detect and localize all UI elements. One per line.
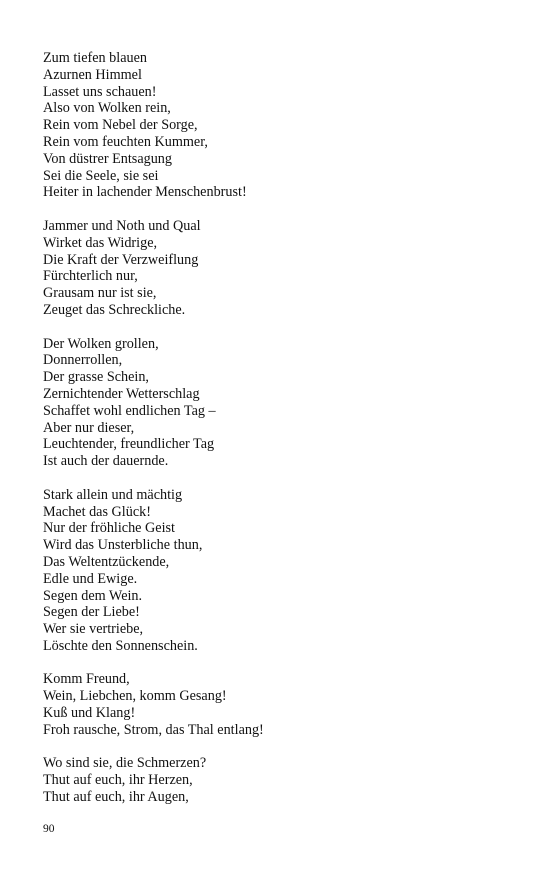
- poem-line: Kuß und Klang!: [43, 705, 136, 722]
- poem-line: Rein vom Nebel der Sorge,: [43, 117, 198, 134]
- poem-line: Also von Wolken rein,: [43, 100, 171, 117]
- poem-line: Der grasse Schein,: [43, 369, 149, 386]
- poem-line: Froh rausche, Strom, das Thal entlang!: [43, 721, 264, 738]
- poem-line: Wo sind sie, die Schmerzen?: [43, 755, 207, 772]
- poem-line: Der Wolken grollen,: [43, 335, 159, 352]
- poem-line: Donnerrollen,: [43, 352, 123, 369]
- poem-line: Lasset uns schauen!: [43, 83, 157, 100]
- poem-line: Wein, Liebchen, komm Gesang!: [43, 688, 227, 705]
- poem-line: Thut auf euch, ihr Herzen,: [43, 772, 193, 789]
- stanza-6: [43, 755, 513, 805]
- poem-line: Edle und Ewige.: [43, 570, 138, 587]
- poem-line: Sei die Seele, sie sei: [43, 167, 159, 184]
- poem-line: Fürchterlich nur,: [43, 268, 138, 285]
- poem-line: Rein vom feuchten Kummer,: [43, 133, 208, 150]
- poem-line: Grausam nur ist sie,: [43, 285, 157, 302]
- poem-line: Heiter in lachender Menschenbrust!: [43, 184, 247, 201]
- poem-line: Zum tiefen blauen: [43, 50, 148, 66]
- poem-line: Die Kraft der Verzweiflung: [43, 251, 199, 268]
- stanza-3: [43, 336, 513, 470]
- page-number: 90: [43, 823, 55, 835]
- poem-line: Segen dem Wein.: [43, 587, 143, 604]
- poem-line: Wird das Unsterbliche thun,: [43, 537, 203, 554]
- poem-line: Machet das Glück!: [43, 503, 151, 520]
- poem-line: Schaffet wohl endlichen Tag –: [43, 402, 216, 419]
- poem-line: Aber nur dieser,: [43, 419, 135, 436]
- poem-line: Segen der Liebe!: [43, 604, 140, 621]
- stanza-4: [43, 487, 513, 655]
- poem-line: Leuchtender, freundlicher Tag: [43, 436, 215, 453]
- poem-line: Jammer und Noth und Qual: [43, 217, 201, 234]
- poem-line: Das Weltentzückende,: [43, 553, 170, 570]
- poem-line: Wirket das Widrige,: [43, 234, 158, 251]
- stanza-2: [43, 218, 513, 319]
- poem-line: Zernichtender Wetterschlag: [43, 385, 200, 402]
- poem-line: Nur der fröhliche Geist: [43, 520, 175, 537]
- poem-line: Stark allein und mächtig: [43, 486, 183, 503]
- poem-line: Thut auf euch, ihr Augen,: [43, 789, 189, 806]
- poem-line: Von düstrer Entsagung: [43, 150, 172, 167]
- poem-line: Azurnen Himmel: [43, 66, 142, 83]
- poem-line: Löschte den Sonnenschein.: [43, 637, 198, 654]
- stanza-5: [43, 671, 513, 738]
- poem-line: Wer sie vertriebe,: [43, 621, 144, 638]
- poem-line: Ist auch der dauernde.: [43, 453, 169, 470]
- poem-line: Komm Freund,: [43, 671, 130, 688]
- stanza-1: [43, 50, 513, 201]
- poem-text: [43, 50, 513, 823]
- poem-line: Zeuget das Schreckliche.: [43, 301, 186, 318]
